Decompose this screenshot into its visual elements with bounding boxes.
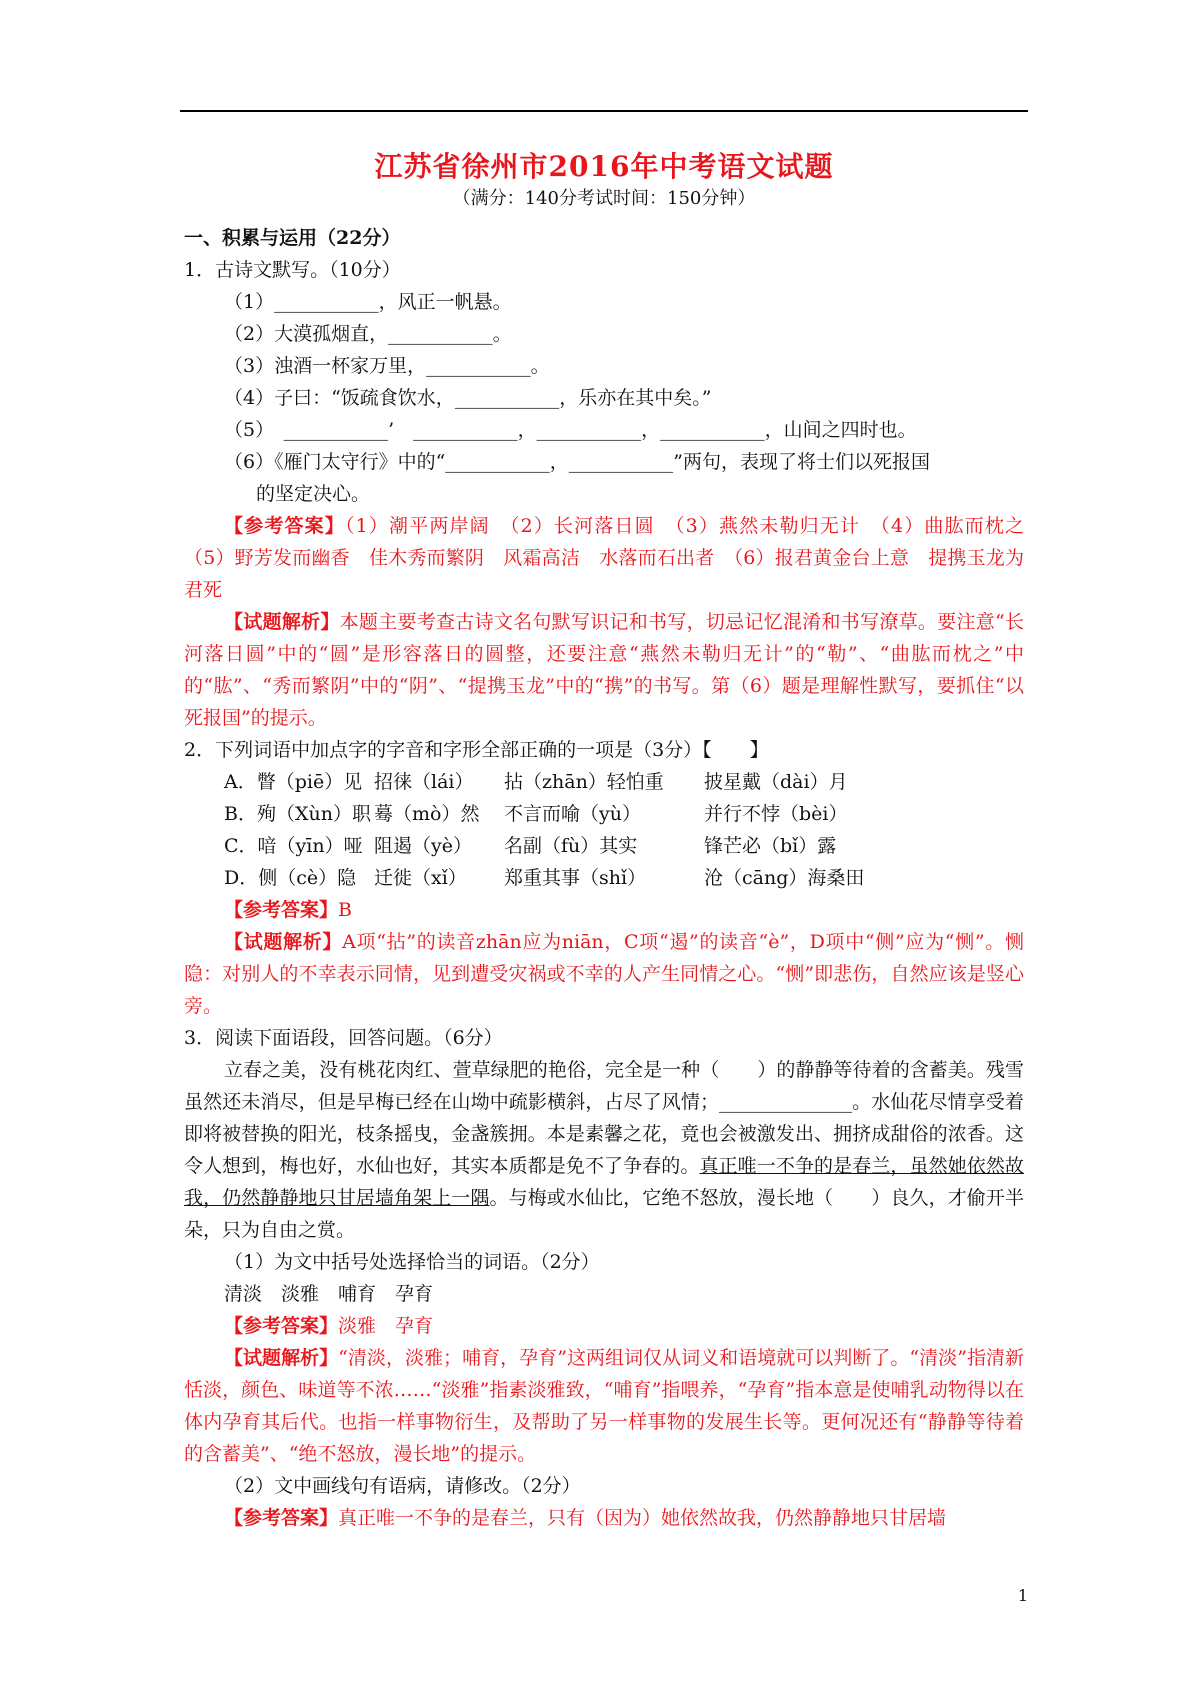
section-heading: 一、积累与运用（22分） (184, 227, 401, 249)
option-word: 拈（zhān）轻怕重 (504, 771, 664, 793)
answer-text: B (338, 899, 352, 921)
q3-sub2: （2）文中画线句有语病，请修改。（2分） (224, 1475, 581, 1497)
q1-item: （5） ___________’ ___________，___________，___________，山间之四时也。 (224, 419, 917, 441)
option-word: 招徕（lái） (374, 771, 474, 793)
q2-option-a (184, 766, 1024, 798)
q3-stem: 3．阅读下面语段，回答问题。（6分） (184, 1027, 503, 1049)
q1-item: （4）子曰：“饭疏食饮水，___________，乐亦在其中矣。” (224, 387, 712, 409)
answer-text: （1）潮平两岸阔 （2）长河落日圆 （3）燕然未勒归无计 （4）曲肱而枕之 （5）野芳发而幽香 佳木秀而繁阴 风霜高洁 水落而石出者 （6）报君黄金台上意 提携玉龙为君死 (184, 515, 1044, 601)
q3-sub1-analysis (184, 1342, 1024, 1470)
answer-text: 淡雅 孕育 (338, 1315, 434, 1337)
q1-item: 的坚定决心。 (256, 483, 371, 505)
option-word: A．瞥（piē）见 (224, 771, 363, 793)
passage-text: 立春之美，没有桃花肉红、萱草绿肥的艳俗，完全是一种（ ）的静静等待着的含蓄美。残雪虽然还未消尽，但是早梅已经在山坳中疏影横斜，占尽了风情；______________。水仙花尽情享受着即将被替换的阳光，枝条摇曳，金盏簇拥。本是素馨之花，竟也会被激发出、拥挤成甜俗的浓香。这令人想到，梅也好，水仙也好，其实本质都是免不了争春的。 (184, 1059, 1024, 1177)
analysis-text: “清淡，淡雅；哺育，孕育”这两组词仅从词义和语境就可以判断了。“清淡”指清新恬淡，颜色、味道等不浓……“淡雅”指素淡雅致，“哺育”指喂养，“孕育”指本意是使哺乳动物得以在体内孕育其后代。也指一样事物衍生，及帮助了另一样事物的发展生长等。更何况还有“静静等待着的含蓄美”、“绝不怒放，漫长地”的提示。 (184, 1347, 1024, 1465)
page-title: 江苏省徐州市2016年中考语文试题 (374, 150, 834, 183)
option-word: 阻遏（yè） (374, 835, 472, 857)
option-word: 不言而喻（yù） (504, 803, 641, 825)
answer-tag: 【参考答案】 (224, 899, 339, 921)
analysis-text: A项“拈”的读音zhān应为niān，C项“遏”的读音“è”，D项中“侧”应为“恻”。恻隐：对别人的不幸表示同情，见到遭受灾祸或不幸的人产生同情之心。“恻”即悲伤，自然应该是竖心旁。 (184, 931, 1024, 1017)
q3-sub1-answer (184, 1310, 1024, 1342)
underlined-sentence: 真正唯一不争的是春兰，虽然她依然故我，仍然静静地只甘居墙角架上一隅 (184, 1155, 1024, 1209)
q2-option-c (184, 830, 1024, 862)
q3-sub1: （1）为文中括号处选择恰当的词语。（2分） (224, 1251, 600, 1273)
option-word: 郑重其事（shǐ） (504, 867, 647, 889)
option-word: 蓦（mò）然 (374, 803, 480, 825)
q1-item: （6）《雁门太守行》中的“___________，___________”两句，表现了将士们以死报国 (224, 451, 931, 473)
option-word: 披星戴（dài）月 (704, 771, 848, 793)
page-number: 1 (1017, 1586, 1028, 1605)
q3-sub2-answer (184, 1502, 1024, 1534)
q3-passage (184, 1054, 1024, 1246)
analysis-tag: 【试题解析】 (224, 931, 343, 953)
answer-tag: 【参考答案】 (224, 515, 345, 537)
option-word: C．喑（yīn）哑 (224, 835, 363, 857)
q1-item: （2）大漠孤烟直，___________。 (224, 323, 512, 345)
q1-item: （1）___________，风正一帆悬。 (224, 291, 512, 313)
q2-stem: 2．下列词语中加点字的字音和字形全部正确的一项是（3分）【 】 (184, 739, 769, 761)
q2-analysis (184, 926, 1024, 1022)
option-word: 迁徙（xǐ） (374, 867, 467, 889)
analysis-tag: 【试题解析】 (224, 1347, 339, 1369)
q1-item: （3）浊酒一杯家万里，___________。 (224, 355, 550, 377)
analysis-text: 本题主要考查古诗文名句默写识记和书写，切忌记忆混淆和书写潦草。要注意“长河落日圆”中的“圆”是形容落日的圆整，还要注意“燕然未勒归无计”的“勒”、“曲肱而枕之”中的“肱”、“秀而繁阴”中的“阴”、“提携玉龙”中的“携”的书写。第（6）题是理解性默写，要抓住“以死报国”的提示。 (184, 611, 1024, 729)
option-word: 并行不悖（bèi） (704, 803, 848, 825)
answer-tag: 【参考答案】 (224, 1315, 339, 1337)
header-rule (180, 110, 1028, 112)
q2-option-b (184, 798, 1024, 830)
option-word: D．侧（cè）隐 (224, 867, 357, 889)
option-word: 沧（cāng）海桑田 (704, 867, 865, 889)
passage-text: 。与梅或水仙比，它绝不怒放，漫长地（ ）良久，才偷开半朵，只为自由之赏。 (184, 1187, 1024, 1241)
q2-answer (184, 894, 1024, 926)
option-word: 名副（fù）其实 (504, 835, 638, 857)
q3-choices: 清淡 淡雅 哺育 孕育 (224, 1283, 434, 1305)
q1-stem: 1．古诗文默写。（10分） (184, 259, 401, 281)
q2-option-d (184, 862, 1024, 894)
q1-answer (184, 510, 1044, 606)
exam-page (184, 150, 1044, 1534)
answer-text: 真正唯一不争的是春兰，只有（因为）她依然故我，仍然静静地只甘居墙 (338, 1507, 947, 1529)
answer-tag: 【参考答案】 (224, 1507, 339, 1529)
option-word: 锋芒必（bǐ）露 (704, 835, 837, 857)
q1-analysis (184, 606, 1024, 734)
option-word: B．殉（Xùn）职 (224, 803, 371, 825)
analysis-tag: 【试题解析】 (224, 611, 340, 633)
page-subtitle: （满分：140分考试时间：150分钟） (452, 188, 756, 209)
